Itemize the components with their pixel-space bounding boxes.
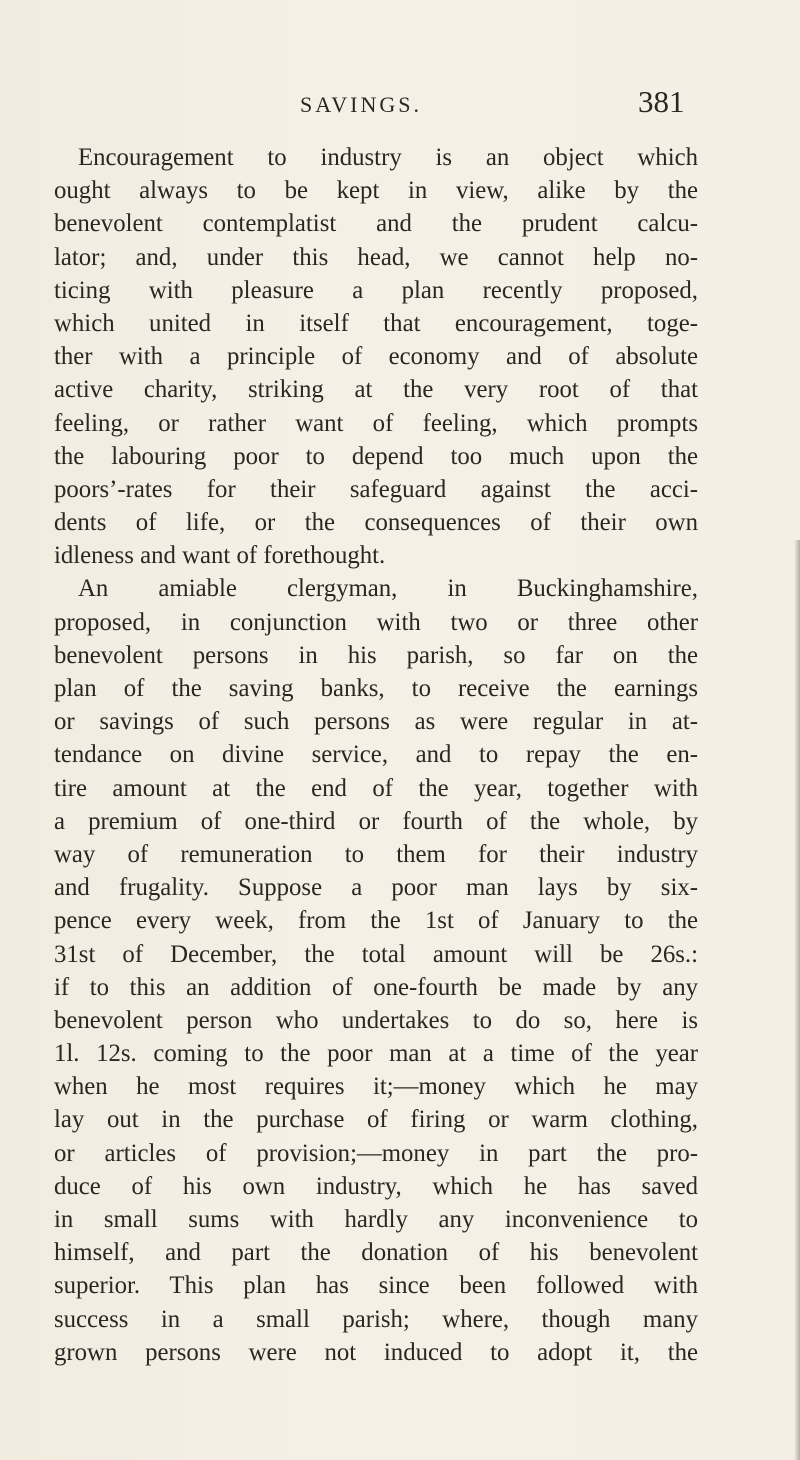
text-line: ther with a principle of economy and of absolute bbox=[54, 343, 698, 371]
text-line: which united in itself that encouragement, toge- bbox=[54, 309, 698, 337]
body-text bbox=[54, 141, 698, 1369]
text-line: tendance on divine service, and to repay the en- bbox=[54, 741, 698, 769]
text-line: 1l. 12s. coming to the poor man at a time of the year bbox=[54, 1040, 698, 1068]
text-line: in small sums with hardly any inconvenience to bbox=[54, 1206, 698, 1233]
text-line: duce of his own industry, which he has saved bbox=[54, 1172, 698, 1200]
text-line: the labouring poor to depend too much upon the bbox=[54, 442, 698, 470]
text-line: plan of the saving banks, to receive the earnings bbox=[54, 675, 698, 702]
text-line: feeling, or rather want of feeling, which prompts bbox=[54, 409, 698, 437]
text-line: himself, and part the donation of his benevolent bbox=[54, 1239, 698, 1267]
text-line: lator; and, under this head, we cannot help no- bbox=[54, 243, 698, 271]
text-line: or savings of such persons as were regular in at- bbox=[54, 708, 698, 736]
text-line: or articles of provision;—money in part the pro- bbox=[54, 1139, 698, 1167]
text-line: if to this an addition of one-fourth be made by any bbox=[54, 973, 698, 1001]
text-line: poors’-rates for their safeguard against the acci- bbox=[54, 475, 698, 503]
page-edge-shadow bbox=[794, 540, 800, 1460]
text-line: benevolent person who undertakes to do so, here is bbox=[54, 1006, 698, 1034]
page-number: 381 bbox=[638, 84, 685, 119]
text-line: active charity, striking at the very root of that bbox=[54, 376, 698, 404]
text-line: ticing with pleasure a plan recently proposed, bbox=[54, 276, 698, 304]
text-line: when he most requires it;—money which he may bbox=[54, 1073, 698, 1101]
text-line: proposed, in conjunction with two or three other bbox=[54, 608, 698, 636]
text-line: a premium of one-third or fourth of the whole, by bbox=[54, 807, 698, 835]
text-line: An amiable clergyman, in Buckinghamshire, bbox=[78, 575, 698, 603]
page-header bbox=[0, 84, 800, 132]
text-line: idleness and want of forethought. bbox=[54, 542, 386, 570]
text-line: lay out in the purchase of firing or warm clothing, bbox=[54, 1106, 698, 1134]
text-line: success in a small parish; where, though many bbox=[54, 1305, 698, 1333]
text-line: benevolent contemplatist and the prudent calcu- bbox=[54, 210, 698, 238]
text-line: 31st of December, the total amount will be 26s.: bbox=[54, 940, 698, 968]
text-line: way of remuneration to them for their industry bbox=[54, 840, 698, 868]
text-line: superior. This plan has since been followed with bbox=[54, 1272, 698, 1300]
text-line: benevolent persons in his parish, so far on the bbox=[54, 641, 698, 669]
running-head: SAVINGS. bbox=[300, 92, 423, 117]
text-line: Encouragement to industry is an object which bbox=[78, 144, 698, 171]
text-line: tire amount at the end of the year, together with bbox=[54, 774, 698, 802]
text-line: ought always to be kept in view, alike by the bbox=[54, 177, 698, 205]
text-line: pence every week, from the 1st of January to the bbox=[54, 907, 698, 935]
text-line: and frugality. Suppose a poor man lays by six- bbox=[54, 874, 698, 902]
text-line: dents of life, or the consequences of their own bbox=[54, 509, 698, 537]
text-line: grown persons were not induced to adopt it, the bbox=[54, 1338, 698, 1366]
